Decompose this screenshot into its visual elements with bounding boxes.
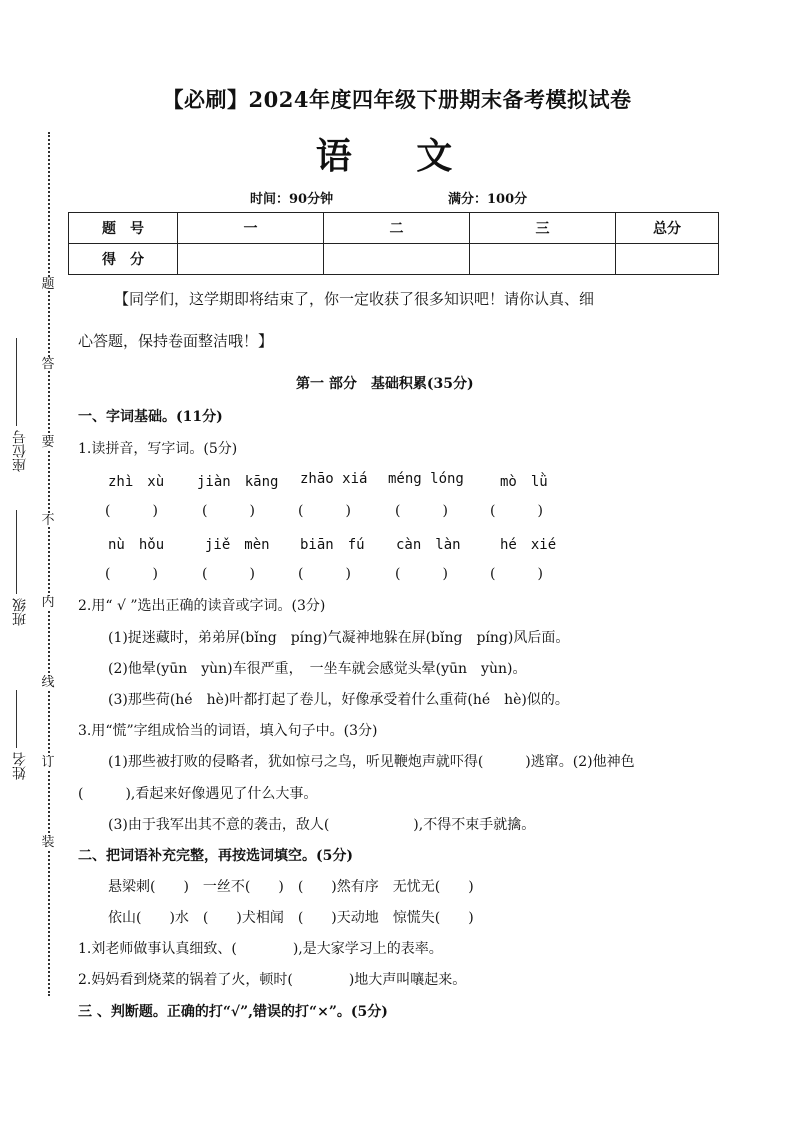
binding-char: 不: [38, 514, 58, 527]
score-input-cell[interactable]: [616, 244, 719, 275]
answer-bracket[interactable]: ( ): [298, 503, 351, 519]
section-heading: 二、把词语补充完整，再按选词填空。(5分): [78, 848, 353, 864]
answer-bracket[interactable]: ( ): [202, 566, 255, 582]
score-input-cell[interactable]: [324, 244, 470, 275]
question-item: (3)由于我军出其不意的袭击，敌人( ),不得不束手就擒。: [108, 817, 536, 833]
pinyin: nù hǒu: [108, 537, 165, 553]
binding-char: 题: [38, 278, 58, 291]
intro-line: 心答题，保持卷面整洁哦！】: [78, 332, 274, 350]
subject-title: 语 文: [315, 135, 479, 177]
word-completion-row: 依山( )水 ( )犬相闻 ( )天动地 惊慌失( ): [108, 910, 474, 926]
pinyin: zhāo xiá: [300, 471, 368, 487]
pinyin: biān fú: [300, 537, 365, 553]
exam-time: 时间：90分钟: [250, 192, 334, 207]
class-label: 班级: [12, 598, 28, 626]
binding-dotted-line: [48, 132, 50, 996]
answer-bracket[interactable]: ( ): [202, 503, 255, 519]
score-input-cell[interactable]: [470, 244, 616, 275]
score-table: [68, 212, 719, 275]
seat-underline: [16, 338, 17, 426]
score-table-score-row: [69, 244, 719, 275]
score-cell: 二: [324, 213, 470, 244]
exam-title: 【必刷】2024年度四年级下册期末备考模拟试卷: [162, 87, 632, 112]
binding-char: 答: [38, 358, 58, 371]
pinyin: méng lóng: [388, 471, 464, 487]
answer-bracket[interactable]: ( ): [105, 503, 158, 519]
name-underline: [16, 690, 17, 748]
question: 3.用“慌”字组成恰当的词语，填入句子中。(3分): [78, 723, 378, 739]
fill-sentence: 1.刘老师做事认真细致、( ),是大家学习上的表率。: [78, 941, 443, 957]
answer-bracket[interactable]: ( ): [395, 503, 448, 519]
part-heading: 第一 部分 基础积累(35分): [296, 376, 474, 392]
question: 2.用“ √ ”选出正确的读音或字词。(3分): [78, 598, 326, 614]
binding-char: 订: [38, 756, 58, 769]
pinyin: càn làn: [396, 537, 461, 553]
question-item: (3)那些荷(hé hè)叶都打起了卷儿，好像承受着什么重荷(hé hè)似的。: [108, 692, 569, 708]
answer-bracket[interactable]: ( ): [395, 566, 448, 582]
answer-bracket[interactable]: ( ): [490, 503, 543, 519]
pinyin: jiàn kāng: [197, 474, 279, 490]
binding-char: 要: [38, 436, 58, 449]
binding-char: 内: [38, 596, 58, 609]
pinyin: jiě mèn: [205, 537, 270, 553]
question-item: ( ),看起来好像遇见了什么大事。: [78, 786, 318, 802]
answer-bracket[interactable]: ( ): [298, 566, 351, 582]
word-completion-row: 悬梁刺( ) 一丝不( ) ( )然有序 无忧无( ): [108, 879, 474, 895]
binding-char: 装: [38, 836, 58, 849]
score-cell: 一: [178, 213, 324, 244]
score-cell: 题 号: [69, 213, 178, 244]
fill-sentence: 2.妈妈看到烧菜的锅着了火，顿时( )地大声叫嚷起来。: [78, 972, 467, 988]
binding-char: 线: [38, 676, 58, 689]
answer-bracket[interactable]: ( ): [105, 566, 158, 582]
question-item: (1)那些被打败的侵略者，犹如惊弓之鸟，听见鞭炮声就吓得( )逃窜。(2)他神色: [108, 754, 635, 770]
class-underline: [16, 510, 17, 594]
score-cell: 三: [470, 213, 616, 244]
score-table-header-row: [69, 213, 719, 244]
pinyin: zhì xù: [108, 474, 165, 490]
score-cell: 得 分: [69, 244, 178, 275]
name-label: 姓名: [12, 752, 28, 780]
question-item: (2)他晕(yūn yùn)车很严重， 一坐车就会感觉头晕(yūn yùn)。: [108, 661, 527, 677]
section-heading: 三 、判断题。正确的打“√”,错误的打“×”。(5分): [78, 1004, 388, 1020]
answer-bracket[interactable]: ( ): [490, 566, 543, 582]
question: 1.读拼音，写字词。(5分): [78, 441, 238, 457]
pinyin: mò lǜ: [500, 474, 548, 490]
question-item: (1)捉迷藏时，弟弟屏(bǐng píng)气凝神地躲在屏(bǐng píng)风后面。: [108, 630, 570, 646]
pinyin: hé xié: [500, 537, 557, 553]
score-input-cell[interactable]: [178, 244, 324, 275]
section-heading: 一、字词基础。(11分): [78, 409, 223, 425]
intro-line: 【同学们，这学期即将结束了，你一定收获了很多知识吧！请你认真、细: [114, 290, 595, 308]
full-score: 满分：100分: [448, 192, 528, 207]
score-cell: 总分: [616, 213, 719, 244]
seat-number-label: 座位号: [12, 430, 28, 472]
